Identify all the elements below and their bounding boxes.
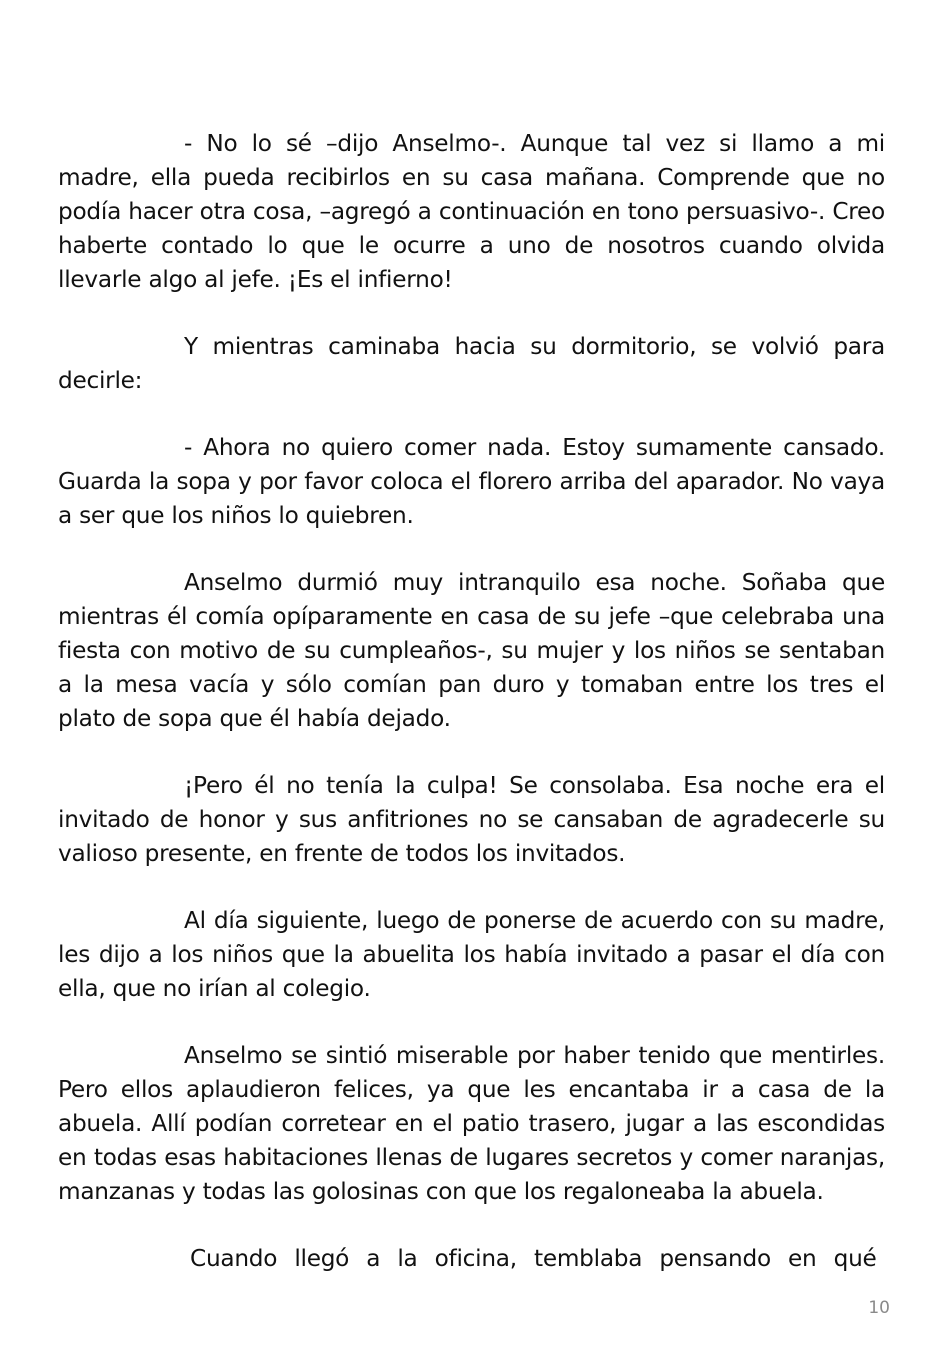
paragraph-1: - No lo sé –dijo Anselmo-. Aunque tal vez si llamo a mi madre, ella pueda recibirlos en su casa mañana. Comprende que no podía hacer otra cosa, –agregó a continuación en tono persuasivo-. Creo haberte contado lo que le ocurre a uno de nosotros cuando olvida llevarle algo al jefe. ¡Es el infierno!	[58, 130, 885, 293]
paragraph-8: Cuando llegó a la oficina, temblaba pensando en qué	[190, 1245, 877, 1272]
paragraph-7: Anselmo se sintió miserable por haber tenido que mentirles. Pero ellos aplaudieron felices, ya que les encantaba ir a casa de la abuela. Allí podían corretear en el patio trasero, jugar a las escondidas en todas esas habitaciones llenas de lugares secretos y comer naranjas, manzanas y todas las golosinas con que los regaloneaba la abuela.	[58, 1042, 885, 1205]
paragraph-5: ¡Pero él no tenía la culpa! Se consolaba. Esa noche era el invitado de honor y sus anfitriones no se cansaban de agradecerle su valioso presente, en frente de todos los invitados.	[58, 772, 885, 867]
page-number: 10	[868, 1298, 890, 1318]
paragraph-2: Y mientras caminaba hacia su dormitorio, se volvió para decirle:	[58, 333, 885, 394]
paragraph-6: Al día siguiente, luego de ponerse de acuerdo con su madre, les dijo a los niños que la abuelita los había invitado a pasar el día con ella, que no irían al colegio.	[58, 907, 885, 1002]
document-body	[58, 127, 885, 1276]
paragraph-4: Anselmo durmió muy intranquilo esa noche. Soñaba que mientras él comía opíparamente en casa de su jefe –que celebraba una fiesta con motivo de su cumpleaños-, su mujer y los niños se sentaban a la mesa vacía y sólo comían pan duro y tomaban entre los tres el plato de sopa que él había dejado.	[58, 569, 885, 732]
paragraph-3: - Ahora no quiero comer nada. Estoy sumamente cansado. Guarda la sopa y por favor coloca el florero arriba del aparador. No vaya a ser que los niños lo quiebren.	[58, 434, 885, 529]
